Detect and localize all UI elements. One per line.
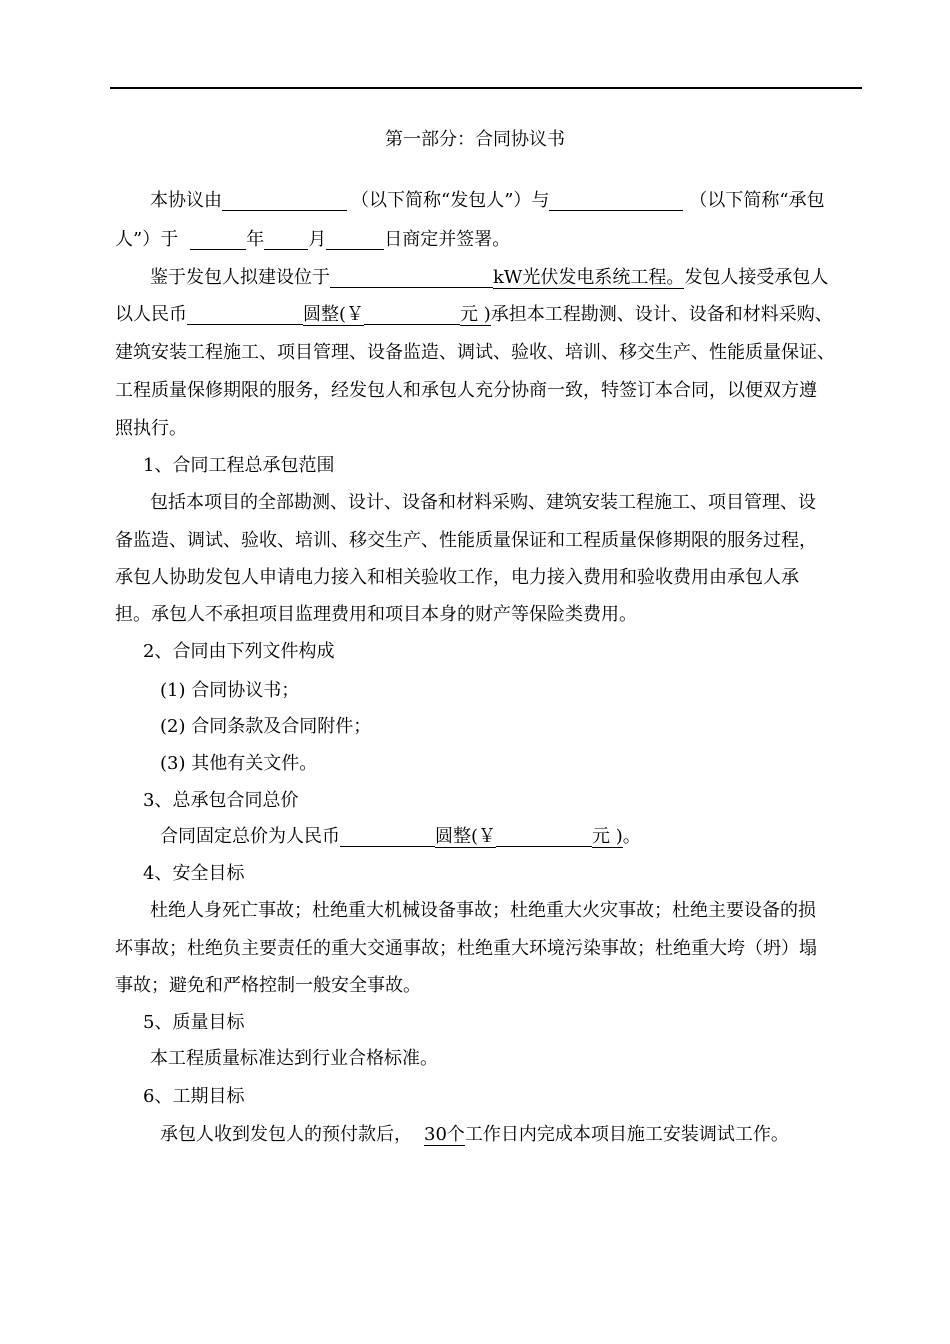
employer-name-blank[interactable] [222,190,347,211]
paragraph-line: 工程质量保修期限的服务，经发包人和承包人充分协商一致，特签订本合同，以便双方遵 [115,380,817,401]
project-line-2 [115,304,833,326]
total-amount-figures-blank[interactable] [496,826,592,847]
day-blank[interactable] [326,229,384,250]
section-heading: 4、安全目标 [143,863,245,884]
amount-figures-blank[interactable] [364,304,460,325]
list-item: (1) 合同协议书； [160,680,300,701]
paragraph-line: 杜绝人身死亡事故；杜绝重大机械设备事故；杜绝重大火灾事故；杜绝主要设备的损 [150,900,816,921]
total-amount-words-blank[interactable] [340,826,435,847]
paragraph-line: 包括本项目的全部勘测、设计、设备和材料采购、建筑安装工程施工、项目管理、设 [150,492,816,513]
paragraph-line: 事故；避免和严格控制一般安全事故。 [115,975,421,996]
header-rule [110,87,862,89]
page-title: 第一部分：合同协议书 [385,129,565,150]
text-segment: （以下简称“承包 [689,190,825,211]
list-item: (3) 其他有关文件。 [160,753,318,774]
text-segment: 年 [246,229,265,250]
paragraph-line: 担。承包人不承担项目监理费用和项目本身的财产等保险类费用。 [115,604,637,625]
paragraph-line: 建筑安装工程施工、项目管理、设备监造、调试、验收、培训、移交生产、性能质量保证、 [115,342,835,363]
text-segment: 合同固定总价为人民币 [160,826,340,847]
section-heading: 5、质量目标 [143,1012,245,1033]
text-segment: 鉴于发包人拟建设位于 [150,267,330,288]
section-heading: 6、工期目标 [143,1086,245,1107]
total-figures-suffix: 元 ) [592,826,623,847]
amount-words-suffix: 圆整(￥ [303,304,365,325]
schedule-line [160,1124,789,1146]
agreement-parties-line-2 [115,229,510,251]
agreement-parties-line-1 [150,190,825,212]
project-capacity-text: kW光伏发电系统工程。 [493,267,685,288]
project-location-blank[interactable] [330,267,493,288]
total-price-line [160,826,641,848]
text-segment: 承包人收到发包人的预付款后， [160,1124,412,1145]
text-segment: 。 [622,826,641,847]
year-blank[interactable] [190,229,246,250]
contractor-name-blank[interactable] [549,190,683,211]
text-segment: 工作日内完成本项目施工安装调试工作。 [464,1124,789,1145]
text-segment: （以下简称“发包人”）与 [351,190,550,211]
total-words-suffix: 圆整(￥ [435,826,497,847]
text-segment: 以人民币 [115,304,187,325]
text-segment: 日商定并签署。 [384,229,511,250]
month-blank[interactable] [264,229,308,250]
text-segment: 人”）于 [115,229,179,250]
text-segment: 发包人接受承包人 [684,267,829,288]
text-segment: 承担本工程勘测、设计、设备和材料采购、 [490,304,833,325]
section-heading: 1、合同工程总承包范围 [143,455,335,476]
paragraph-line: 备监造、调试、验收、培训、移交生产、性能质量保证和工程质量保修期限的服务过程， [115,530,817,551]
paragraph-line: 承包人协助发包人申请电力接入和相关验收工作，电力接入费用和验收费用由承包人承 [115,567,799,588]
project-line-1 [150,267,828,289]
section-heading: 3、总承包合同总价 [143,790,299,811]
paragraph-line: 本工程质量标准达到行业合格标准。 [150,1048,438,1069]
paragraph-line: 照执行。 [115,418,187,439]
paragraph-line: 坏事故；杜绝负主要责任的重大交通事故；杜绝重大环境污染事故；杜绝重大垮（坍）塌 [115,938,817,959]
working-days-value: 30个 [424,1124,465,1145]
amount-figures-suffix: 元 ) [460,304,491,325]
text-segment: 月 [308,229,327,250]
list-item: (2) 合同条款及合同附件； [160,716,372,737]
section-heading: 2、合同由下列文件构成 [143,641,335,662]
text-segment: 本协议由 [150,190,222,211]
amount-words-blank[interactable] [187,304,303,325]
